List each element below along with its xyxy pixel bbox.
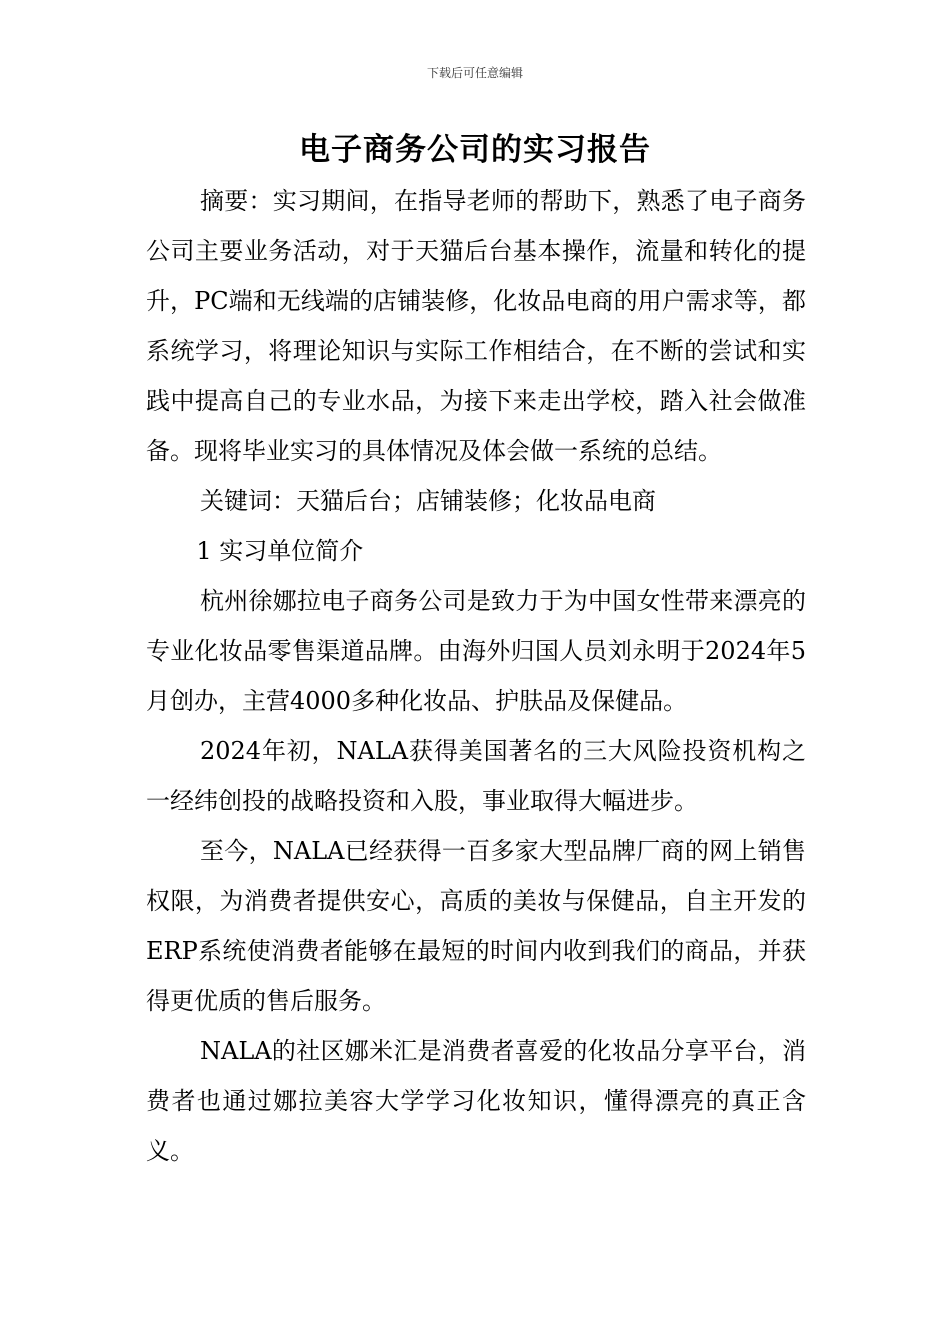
document-body	[146, 176, 806, 1176]
body-paragraph-2: 2024年初，NALA获得美国著名的三大风险投资机构之一经纬创投的战略投资和入股，事业取得大幅进步。	[146, 737, 806, 815]
body-paragraph-1: 杭州徐娜拉电子商务公司是致力于为中国女性带来漂亮的专业化妆品零售渠道品牌。由海外归国人员刘永明于2024年5月创办，主营4000多种化妆品、护肤品及保健品。	[146, 587, 806, 715]
page-header-note: 下载后可任意编辑	[426, 66, 523, 80]
abstract-paragraph: 摘要：实习期间，在指导老师的帮助下，熟悉了电子商务公司主要业务活动，对于天猫后台基本操作，流量和转化的提升，PC端和无线端的店铺装修，化妆品电商的用户需求等，都系统学习，将理论知识与实际工作相结合，在不断的尝试和实践中提高自己的专业水品，为接下来走出学校，踏入社会做准备。现将毕业实习的具体情况及体会做一系统的总结。	[146, 187, 806, 465]
document-title: 电子商务公司的实习报告	[299, 132, 651, 168]
body-paragraph-4: NALA的社区娜米汇是消费者喜爱的化妆品分享平台，消费者也通过娜拉美容大学学习化妆知识，懂得漂亮的真正含义。	[146, 1037, 806, 1165]
section-1-heading: 1 实习单位简介	[196, 537, 364, 565]
body-paragraph-3: 至今，NALA已经获得一百多家大型品牌厂商的网上销售权限，为消费者提供安心，高质的美妆与保健品，自主开发的ERP系统使消费者能够在最短的时间内收到我们的商品，并获得更优质的售后服务。	[146, 837, 806, 1015]
keywords-line: 关键词：天猫后台；店铺装修；化妆品电商	[200, 487, 656, 515]
